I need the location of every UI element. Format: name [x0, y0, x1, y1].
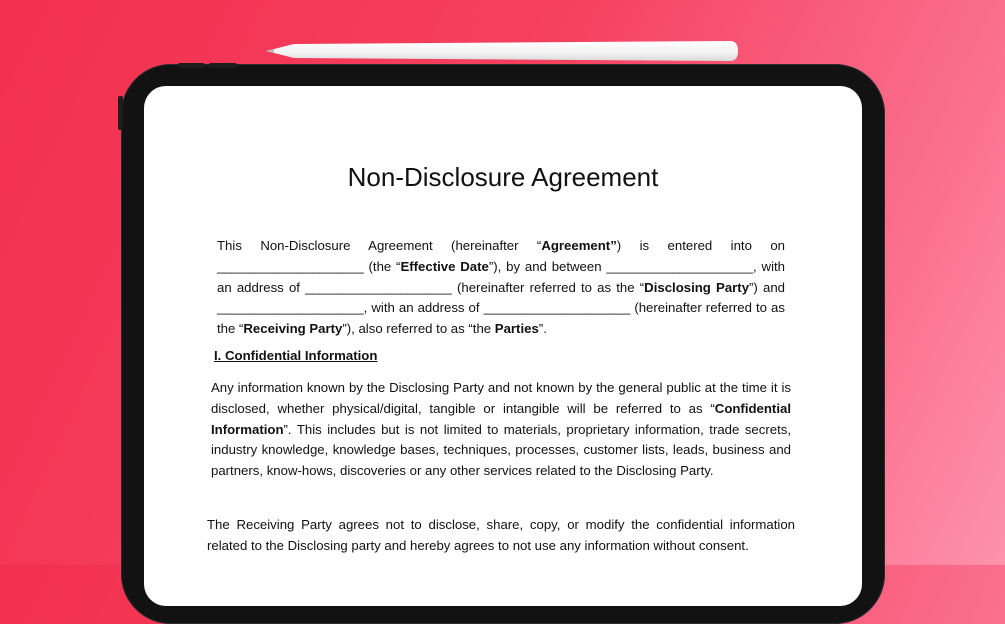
document-title: Non-Disclosure Agreement: [347, 162, 659, 192]
confidential-text-1: Any information known by the Disclosing Party and not known by the general public at the time it is disclosed, whether physical/digital, tangible or intangible will be referred to as “: [211, 380, 791, 416]
receiving-party-term: Receiving Party: [243, 321, 343, 337]
intro-paragraph: [217, 236, 785, 340]
disclosing-party-term: Disclosing Party: [644, 279, 750, 295]
intro-text-1: This Non-Disclosure Agreement (hereinafter “: [217, 238, 542, 253]
document-screen: [144, 86, 862, 606]
section-heading-confidential: I. Confidential Information: [214, 348, 378, 363]
side-button: [118, 96, 123, 130]
receiving-party-paragraph: The Receiving Party agrees not to disclose, share, copy, or modify the confidential information related to the Disclosing party and hereby agrees to not use any information without consent.: [207, 517, 795, 553]
confidential-paragraph: [211, 378, 791, 482]
intro-text-4: ”) and ____________________, with an address of ____________________ (hereinafter referred to as the “: [217, 279, 785, 337]
effective-date-term: Effective Date: [400, 258, 489, 274]
parties-term: Parties: [494, 321, 539, 337]
top-button-2: [209, 63, 237, 68]
confidential-information-term: Confidential Information: [211, 400, 791, 437]
top-button: [178, 63, 205, 68]
intro-text-3: ”), by and between ____________________, with an address of ____________________ (hereinafter referred to as the “: [217, 258, 785, 295]
intro-text-6: ”.: [538, 321, 547, 337]
intro-text-2: ) is entered into on ____________________ (the “: [217, 238, 786, 274]
confidential-text-2: ”. This includes but is not limited to materials, proprietary information, trade secrets, industry knowledge, knowledge bases, techniques, processes, customer lists, leads, business and partners, know-hows, discoveries or any other services related to the Disclosing Party.: [211, 421, 791, 479]
stylus-pencil-icon: [264, 39, 740, 63]
intro-text-5: ”), also referred to as “the: [342, 321, 495, 337]
agreement-term: Agreement”: [541, 238, 617, 253]
